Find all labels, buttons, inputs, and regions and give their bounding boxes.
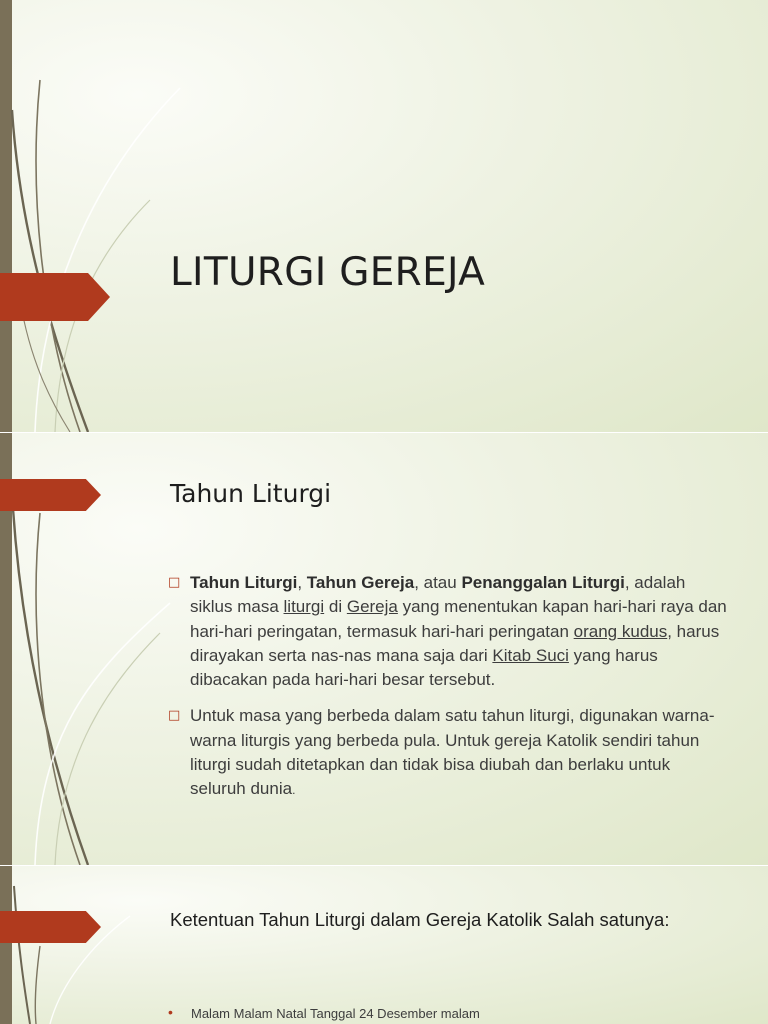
list-item-text: Malam Malam Natal Tanggal 24 Desember malam [191,1006,480,1021]
bold-term: Penanggalan Liturgi [461,573,625,592]
decorative-swoosh [0,0,200,432]
square-bullet-icon: □ [168,708,181,724]
square-bullet-icon: □ [168,575,181,590]
slide-title: LITURGI GEREJA [170,250,486,295]
slide-2 [0,433,768,865]
decorative-swoosh [0,866,200,1024]
arrow-tab [0,911,101,943]
text: . [292,783,296,798]
bold-term: Tahun Liturgi [190,573,298,592]
arrow-tab [0,479,101,511]
text: di [324,597,347,617]
text: yang harus dibacakan pada hari-hari besar tersebut. [190,645,658,690]
slide-heading: Ketentuan Tahun Liturgi dalam Gereja Katolik Salah satunya: [170,909,670,930]
paragraph-1 [168,571,728,692]
link-liturgi[interactable]: liturgi [283,597,325,617]
link-gereja[interactable]: Gereja [346,597,398,617]
paragraph-2 [168,704,728,802]
arrow-tab [0,273,110,321]
slide-1 [0,0,768,432]
link-orang-kudus[interactable]: orang kudus [573,621,668,641]
list-item [168,1006,480,1021]
bullet-dot-icon: • [168,1004,173,1020]
link-kitab-suci[interactable]: Kitab Suci [492,645,569,665]
bullet-list [168,1006,480,1021]
text: , harus dirayakan serta nas-nas mana saja dari [190,621,720,665]
text: , [297,573,307,592]
bold-term: Tahun Gereja [306,573,415,592]
slide-title: Tahun Liturgi [170,479,332,508]
text: , adalah siklus masa [190,573,686,617]
text: Untuk masa yang berbeda dalam satu tahun liturgi, digunakan warna-warna liturgis yang berbeda pula. Untuk gereja Katolik sendiri tahun liturgi sudah ditetapkan dan tidak bisa diubah dan berlaku untuk seluruh dunia [190,706,715,799]
slide-3 [0,866,768,1024]
text: yang menentukan kapan hari-hari raya dan hari-hari peringatan, termasuk hari-hari peringatan [190,597,727,641]
slide-body [168,571,728,815]
text: , atau [414,573,462,592]
